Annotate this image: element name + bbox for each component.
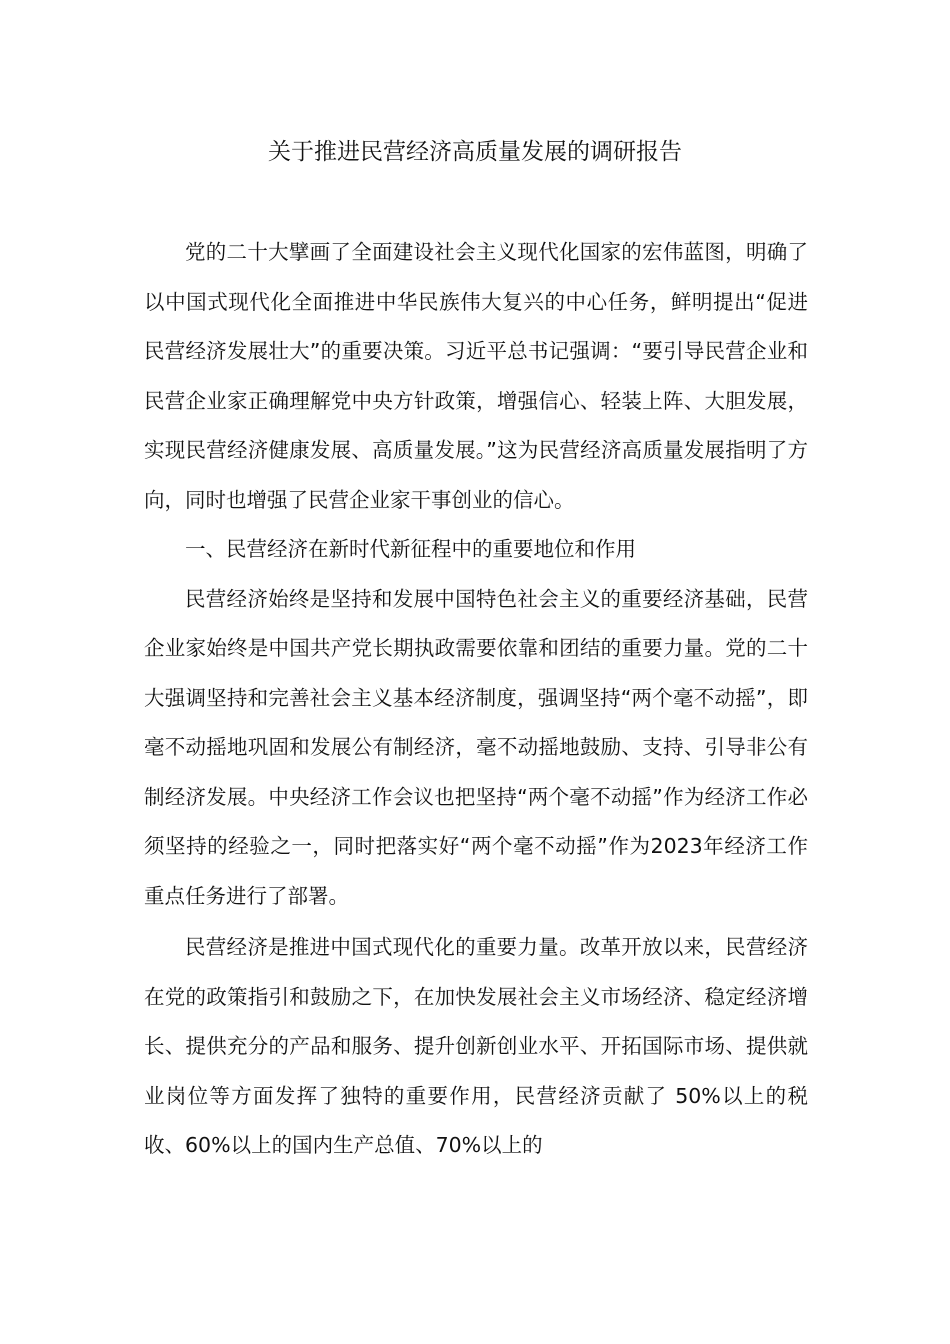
paragraph-status: 民营经济始终是坚持和发展中国特色社会主义的重要经济基础，民营企业家始终是中国共产党长期执政需要依靠和团结的重要力量。党的二十大强调坚持和完善社会主义基本经济制度，强调坚持“两个毫不动摇”，即毫不动摇地巩固和发展公有制经济，毫不动摇地鼓励、支持、引导非公有制经济发展。中央经济工作会议也把坚持“两个毫不动摇”作为经济工作必须坚持的经验之一，同时把落实好“两个毫不动摇”作为2023年经济工作重点任务进行了部署。	[144, 586, 808, 908]
document-body	[144, 228, 808, 1171]
document-title: 关于推进民营经济高质量发展的调研报告	[268, 139, 682, 165]
paragraph-intro: 党的二十大擘画了全面建设社会主义现代化国家的宏伟蓝图，明确了以中国式现代化全面推进中华民族伟大复兴的中心任务，鲜明提出“促进民营经济发展壮大”的重要决策。习近平总书记强调：“要引导民营企业和民营企业家正确理解党中央方针政策，增强信心、轻装上阵、大胆发展，实现民营经济健康发展、高质量发展。”这为民营经济高质量发展指明了方向，同时也增强了民营企业家干事创业的信心。	[144, 240, 808, 512]
paragraph-role: 民营经济是推进中国式现代化的重要力量。改革开放以来，民营经济在党的政策指引和鼓励之下，在加快发展社会主义市场经济、稳定经济增长、提供充分的产品和服务、提升创新创业水平、开拓国际市场、提供就业岗位等方面发挥了独特的重要作用，民营经济贡献了 50%以上的税收、60%以上的国内生产总值、70%以上的	[144, 935, 808, 1157]
section-heading-1: 一、民营经济在新时代新征程中的重要地位和作用	[185, 537, 636, 561]
